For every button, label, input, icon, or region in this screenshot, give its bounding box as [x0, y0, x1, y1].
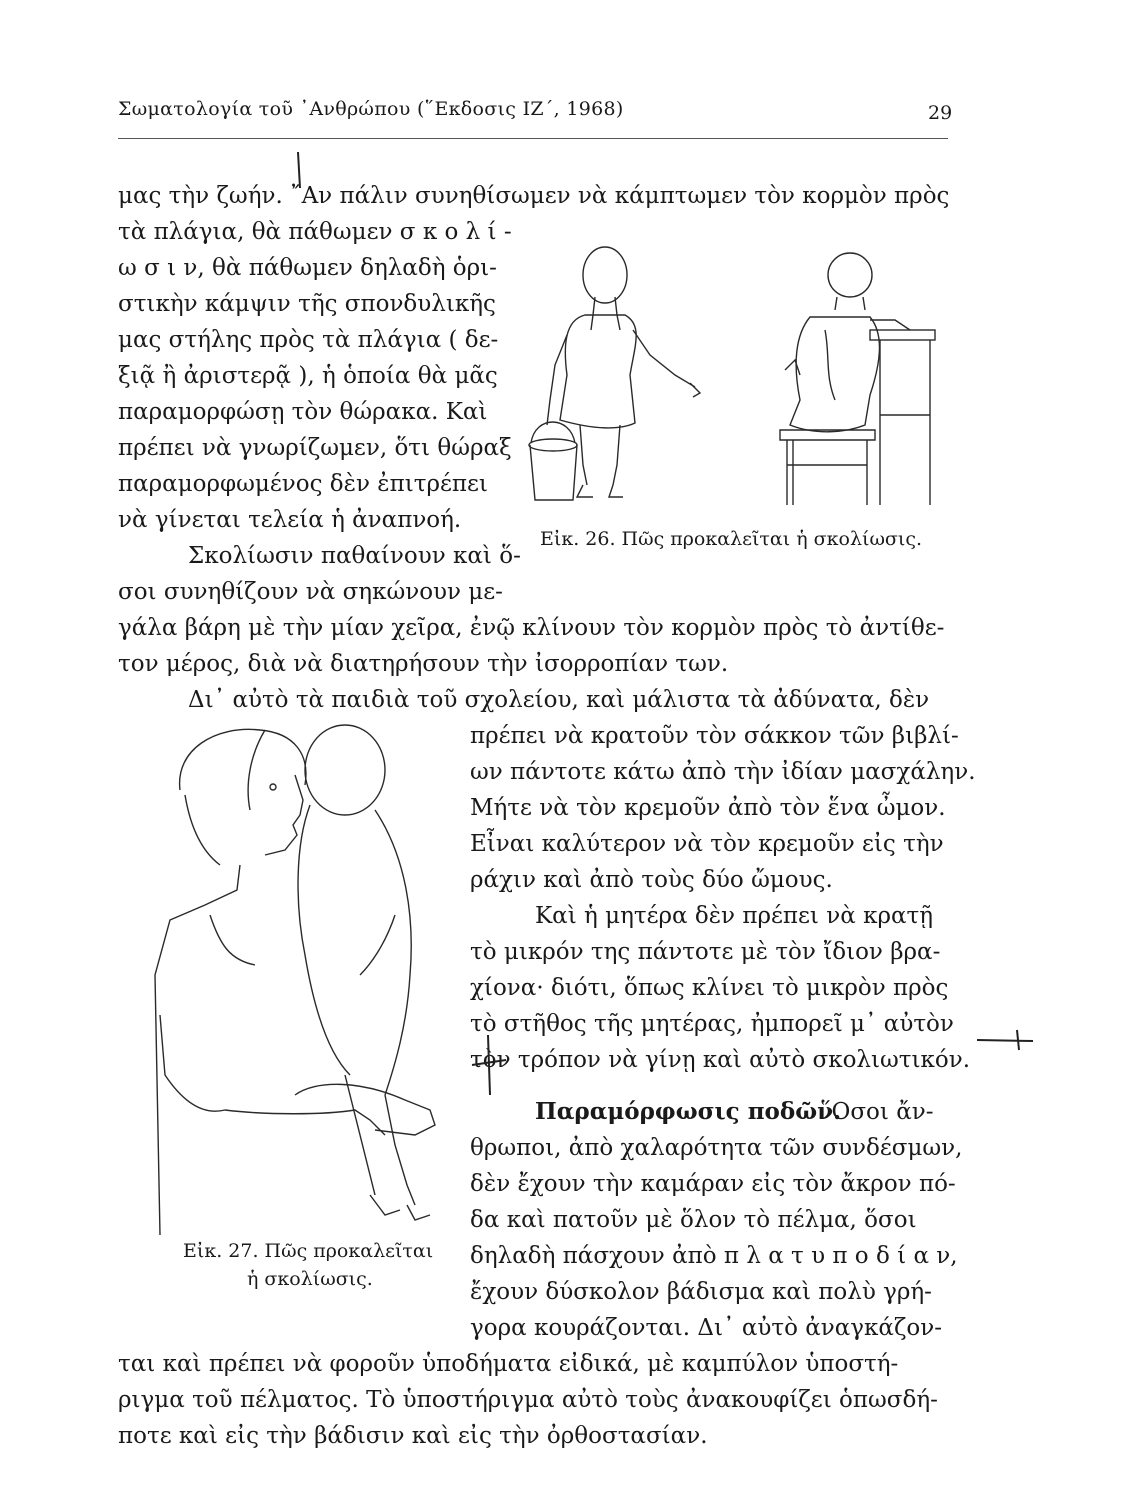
text-line: ράχιν καὶ ἀπὸ τοὺς δύο ὤμους. [470, 867, 833, 893]
mother-figure [155, 729, 385, 1235]
figure-27-caption-line1: Εἰκ. 27. Πῶς προκαλεῖται [183, 1240, 434, 1262]
text-line: μας τὴν ζωήν. ῎Αν πάλιν συνηθίσωμεν νὰ κάμπτωμεν τὸν κορμὸν πρὸς [118, 183, 950, 209]
supporting-arm [295, 1084, 435, 1135]
text-line: μας στήλης πρὸς τὰ πλάγια ( δε- [118, 327, 499, 353]
figure-26-caption: Εἰκ. 26. Πῶς προκαλεῖται ἡ σκολίωσις. [540, 528, 923, 550]
text-line: γάλα βάρη μὲ τὴν μίαν χεῖρα, ἐνῷ κλίνουν τὸν κορμὸν πρὸς τὸ ἀντίθε- [118, 615, 945, 641]
text-line: ω σ ι ν, θὰ πάθωμεν δηλαδὴ ὁρι- [118, 255, 497, 281]
pen-cross-mark-icon [470, 1030, 510, 1100]
text-line: τὸ μικρόν της πάντοτε μὲ τὸν ἴδιον βρα- [470, 939, 941, 965]
text-line: Μήτε νὰ τὸν κρεμοῦν ἀπὸ τὸν ἕνα ὦμον. [470, 795, 946, 821]
text-line: τον μέρος, διὰ νὰ διατηρήσουν τὴν ἰσορροπίαν των. [118, 651, 729, 677]
text-line: θρωποι, ἀπὸ χαλαρότητα τῶν συνδέσμων, [470, 1135, 963, 1161]
text-line: τὸ στῆθος τῆς μητέρας, ἠμπορεῖ μ᾿ αὐτὸν [470, 1011, 954, 1037]
text-line: ων πάντοτε κάτω ἀπὸ τὴν ἰδίαν μασχάλην. [470, 759, 976, 785]
text-line: παραμορφώσῃ τὸν θώρακα. Καὶ [118, 399, 488, 425]
figure-27-caption-line2: ἡ σκολίωσις. [247, 1268, 373, 1290]
section-heading: Παραμόρφωσις ποδῶν. [535, 1098, 842, 1125]
text-line: Καὶ ἡ μητέρα δὲν πρέπει νὰ κρατῇ [535, 903, 934, 929]
text-line: πρέπει νὰ κρατοῦν τὸν σάκκον τῶν βιβλί- [470, 723, 959, 749]
text-line: ξιᾷ ἢ ἀριστερᾷ ), ἡ ὁποία θὰ μᾶς [118, 363, 498, 389]
text-line: στικὴν κάμψιν τῆς σπονδυλικῆς [118, 291, 496, 317]
text-line: δηλαδὴ πάσχουν ἀπὸ π λ α τ υ π ο δ ί α ν, [470, 1243, 958, 1269]
figure-26-illustration [525, 235, 955, 515]
pen-tick-mark-icon [975, 1025, 1035, 1055]
text-line: σοι συνηθίζουν νὰ σηκώνουν με- [118, 579, 503, 605]
text-line: δα καὶ πατοῦν μὲ ὅλον τὸ πέλμα, ὅσοι [470, 1207, 917, 1233]
running-title: Σωματολογία τοῦ ᾿Ανθρώπου (῞Εκδοσις ΙΖ΄, 1968) [118, 98, 624, 120]
text-line: χίονα· διότι, ὅπως κλίνει τὸ μικρὸν πρὸς [470, 975, 949, 1001]
figure-27-illustration [145, 715, 465, 1235]
text-line: γορα κουράζονται. Δι᾿ αὐτὸ ἀναγκάζον- [470, 1315, 943, 1341]
text-line: ριγμα τοῦ πέλματος. Τὸ ὑποστήριγμα αὐτὸ τοὺς ἀνακουφίζει ὁπωσδή- [118, 1387, 938, 1413]
header-rule [118, 138, 948, 139]
text-line: τὰ πλάγια, θὰ πάθωμεν σ κ ο λ ί - [118, 219, 512, 245]
woman-with-bucket-figure [529, 247, 700, 500]
pen-stroke-mark-icon [290, 150, 310, 190]
text-line: δὲν ἔχουν τὴν καμάραν εἰς τὸν ἄκρον πό- [470, 1171, 956, 1197]
text-line: ποτε καὶ εἰς τὴν βάδισιν καὶ εἰς τὴν ὀρθοστασίαν. [118, 1423, 708, 1449]
text-line: ται καὶ πρέπει νὰ φοροῦν ὑποδήματα εἰδικά, μὲ καμπύλον ὑποστή- [118, 1351, 899, 1377]
text-line: ἔχουν δύσκολον βάδισμα καὶ πολὺ γρή- [470, 1279, 932, 1305]
text-line: ῞Οσοι ἄν- [820, 1099, 934, 1125]
text-line: παραμορφωμένος δὲν ἐπιτρέπει [118, 471, 488, 497]
text-line: τὸν τρόπον νὰ γίνῃ καὶ αὐτὸ σκολιωτικόν. [470, 1047, 971, 1073]
text-line: νὰ γίνεται τελεία ἡ ἀναπνοή. [118, 507, 462, 533]
text-line: πρέπει νὰ γνωρίζωμεν, ὅτι θώραξ [118, 435, 512, 461]
page-number: 29 [928, 102, 953, 124]
text-line: Εἶναι καλύτερον νὰ τὸν κρεμοῦν εἰς τὴν [470, 831, 944, 857]
seated-boy-figure [780, 253, 935, 505]
child-figure [298, 725, 430, 1220]
text-line: Σκολίωσιν παθαίνουν καὶ ὅ- [188, 543, 521, 569]
text-line: Δι᾿ αὐτὸ τὰ παιδιὰ τοῦ σχολείου, καὶ μάλιστα τὰ ἀδύνατα, δὲν [188, 687, 930, 713]
